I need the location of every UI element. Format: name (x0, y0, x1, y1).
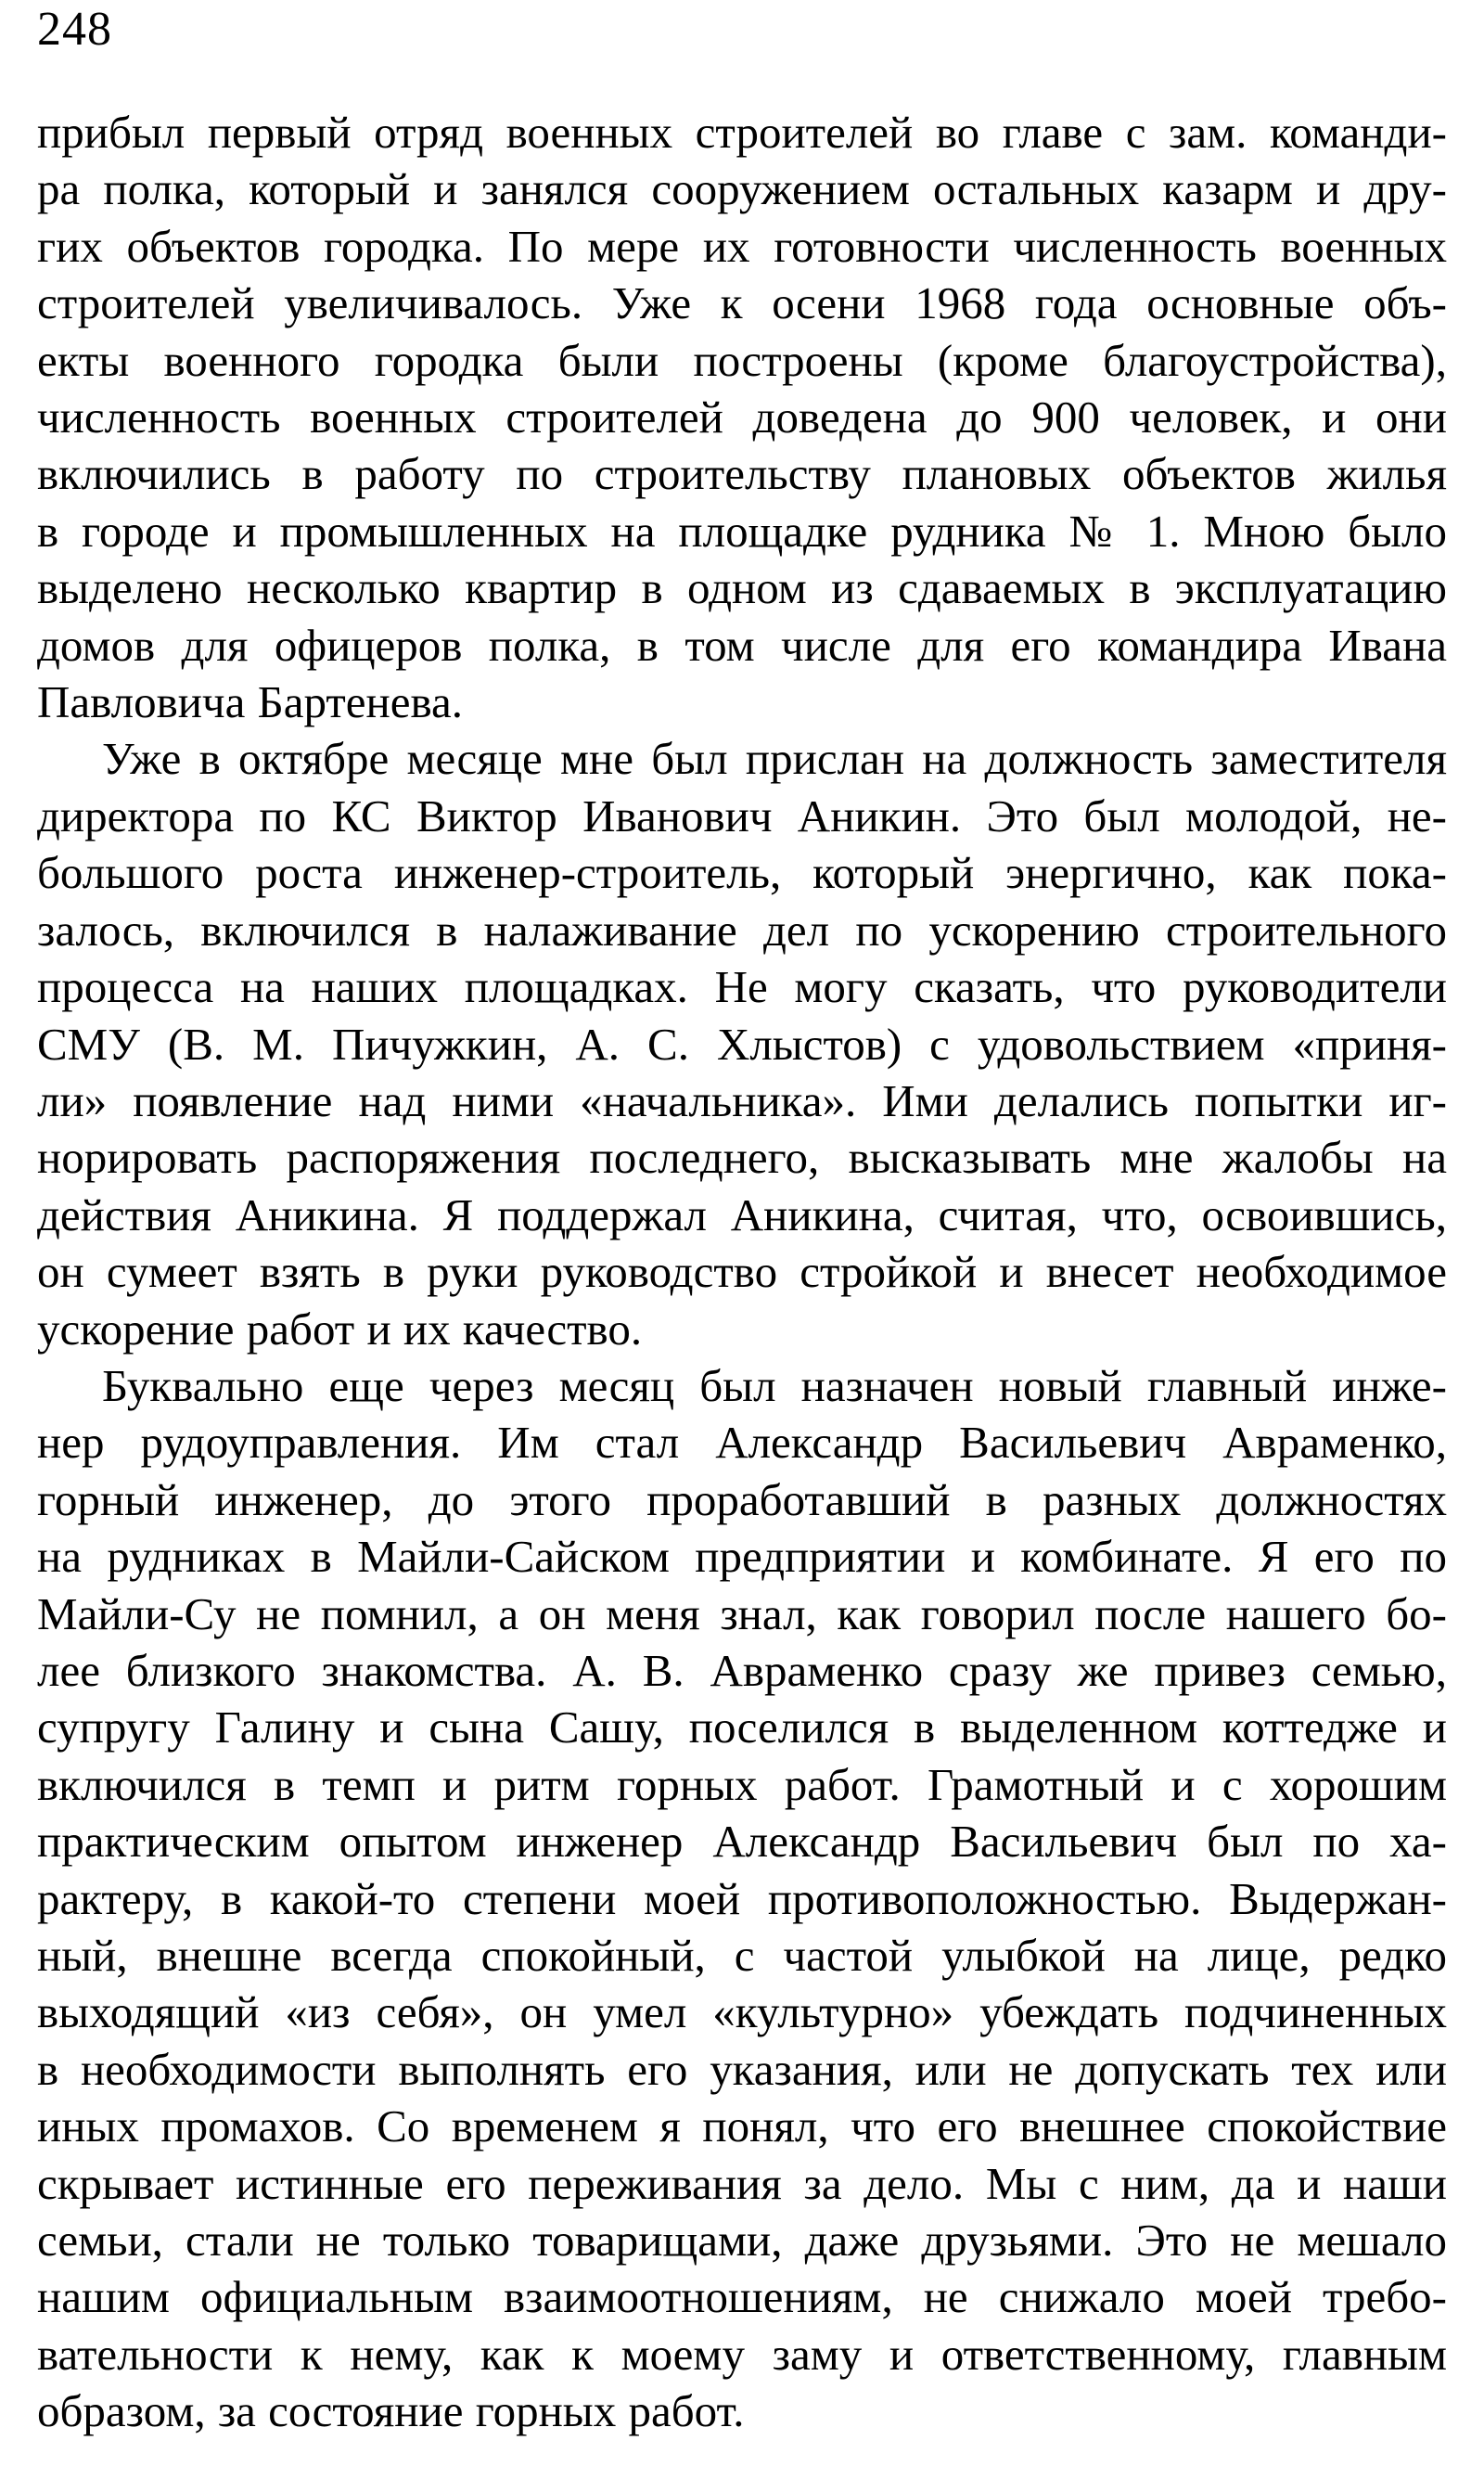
text-line: ный, внешне всегда спокойный, с частой улыбкой на лице, редко (37, 1930, 1447, 1981)
text-line: нер рудоуправления. Им стал Александр Васильевич Авраменко, (37, 1417, 1447, 1469)
text-line: образом, за состояние горных работ. (37, 2385, 745, 2437)
text-line: на рудниках в Майли-Сайском предприятии и комбинате. Я его по (37, 1531, 1447, 1583)
text-line: действия Аникина. Я поддержал Аникина, считая, что, освоившись, (37, 1188, 1447, 1240)
paragraph (37, 104, 1447, 730)
text-line: Буквально еще через месяц был назначен новый главный инже- (102, 1359, 1447, 1411)
text-line: горный инженер, до этого проработавший в разных должностях (37, 1473, 1447, 1525)
text-line: выходящий «из себя», он умел «культурно» убеждать подчиненных (37, 1986, 1447, 2038)
text-line: ли» появление над ними «начальника». Ими делались попытки иг- (37, 1074, 1447, 1126)
text-line: домов для офицеров полка, в том числе для его командира Ивана (37, 619, 1447, 671)
page-number: 248 (37, 3, 112, 56)
text-line: численность военных строителей доведена до 900 человек, и они (37, 392, 1447, 443)
text-line: директора по КС Виктор Иванович Аникин. Это был молодой, не- (37, 790, 1447, 841)
paragraph (37, 730, 1447, 1356)
text-line: выделено несколько квартир в одном из сдаваемых в эксплуатацию (37, 562, 1447, 614)
text-line: рактеру, в какой-то степени моей противоположностью. Выдержан- (37, 1872, 1447, 1924)
text-line: норировать распоряжения последнего, высказывать мне жалобы на (37, 1132, 1447, 1184)
text-line: вательности к нему, как к моему заму и ответственному, главным (37, 2328, 1447, 2380)
text-line: практическим опытом инженер Александр Васильевич был по ха- (37, 1816, 1447, 1868)
text-line: включились в работу по строительству плановых объектов жилья (37, 448, 1447, 500)
text-line: нашим официальным взаимоотношениям, не снижало моей требо- (37, 2271, 1447, 2323)
text-line: Павловича Бартенева. (37, 676, 463, 728)
text-body (37, 104, 1447, 2440)
text-line: включился в темп и ритм горных работ. Грамотный и с хорошим (37, 1758, 1447, 1810)
text-line: СМУ (В. М. Пичужкин, А. С. Хлыстов) с удовольствием «приня- (37, 1018, 1447, 1070)
text-line: ра полка, который и занялся сооружением остальных казарм и дру- (37, 163, 1447, 215)
text-line: в городе и промышленных на площадке рудника № 1. Мною было (37, 505, 1447, 557)
text-line: семьи, стали не только товарищами, даже друзьями. Это не мешало (37, 2215, 1447, 2267)
text-line: ускорение работ и их качество. (37, 1303, 643, 1355)
text-line: супругу Галину и сына Сашу, поселился в выделенном коттедже и (37, 1702, 1447, 1753)
text-line: гих объектов городка. По мере их готовности численность военных (37, 220, 1447, 272)
text-line: он сумеет взять в руки руководство стройкой и внесет необходимое (37, 1246, 1447, 1298)
text-line: скрывает истинные его переживания за дело. Мы с ним, да и наши (37, 2157, 1447, 2209)
text-line: строителей увеличивалось. Уже к осени 1968 года основные объ- (37, 277, 1447, 329)
text-line: залось, включился в налаживание дел по ускорению строительного (37, 904, 1447, 956)
text-line: лее близкого знакомства. А. В. Авраменко сразу же привез семью, (37, 1644, 1447, 1696)
text-line: прибыл первый отряд военных строителей во главе с зам. команди- (37, 107, 1447, 158)
text-line: Майли-Су не помнил, а он меня знал, как говорил после нашего бо- (37, 1587, 1447, 1639)
text-line: Уже в октябре месяце мне был прислан на должность заместителя (102, 733, 1447, 785)
text-line: в необходимости выполнять его указания, или не допускать тех или (37, 2043, 1447, 2095)
text-line: иных промахов. Со временем я понял, что его внешнее спокойствие (37, 2100, 1447, 2152)
text-line: процесса на наших площадках. Не могу сказать, что руководители (37, 961, 1447, 1013)
text-line: большого роста инженер-строитель, который энергично, как пока- (37, 847, 1447, 899)
paragraph (37, 1357, 1447, 2440)
text-line: екты военного городка были построены (кроме благоустройства), (37, 334, 1447, 386)
